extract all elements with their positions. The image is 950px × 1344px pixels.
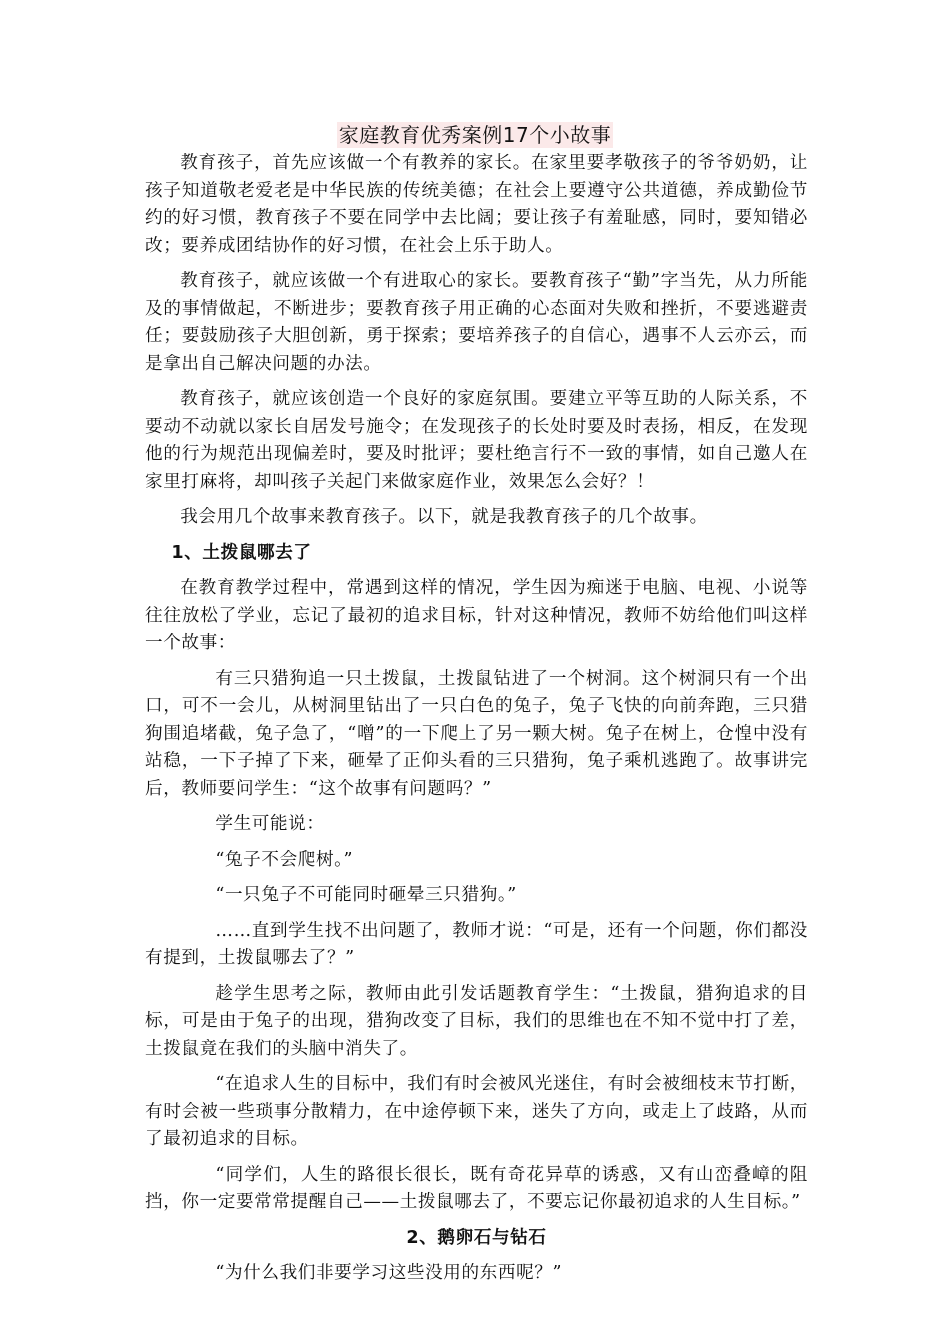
paragraph-3: 教育孩子，就应该创造一个良好的家庭氛围。要建立平等互助的人际关系，不要动不动就以家长自居发号施令；在发现孩子的长处时要及时表扬，相反，在发现他的行为规范出现偏差时，要及时批评；要杜绝言行不一致的事情，如自己邀人在家里打麻将，却叫孩子关起门来做家庭作业，效果怎么会好？！: [145, 389, 808, 492]
story-1-heading: 1、土拨鼠哪去了: [171, 542, 312, 563]
story-1-lesson-3: “同学们，人生的路很长很长，既有奇花异草的诱惑，又有山峦叠嶂的阻挡，你一定要常常提醒自己——土拨鼠哪去了，不要忘记你最初追求的人生目标。”: [145, 1164, 808, 1212]
story-1-students-may-say: 学生可能说：: [215, 814, 325, 834]
story-2-first-line: “为什么我们非要学习这些没用的东西呢？”: [215, 1263, 563, 1283]
story-1-story: 有三只猎狗追一只土拨鼠，土拨鼠钻进了一个树洞。这个树洞只有一个出口，可不一会儿，从树洞里钻出了一只白色的兔子，兔子飞快的向前奔跑，三只猎狗围追堵截，兔子急了，“噌”的一下爬上了另一颗大树。兔子在树上，仓惶中没有站稳，一下子掉了下来，砸晕了正仰头看的三只猎狗，兔子乘机逃跑了。故事讲完后，教师要问学生：“这个故事有问题吗？”: [145, 668, 808, 799]
paragraph-1: 教育孩子，首先应该做一个有教养的家长。在家里要孝敬孩子的爷爷奶奶，让孩子知道敬老爱老是中华民族的传统美德；在社会上要遵守公共道德，养成勤俭节约的好习惯，教育孩子不要在同学中去比阔；要让孩子有羞耻感，同时，要知错必改；要养成团结协作的好习惯，在社会上乐于助人。: [145, 153, 808, 256]
title-wrap: [0, 122, 950, 148]
document-title: 家庭教育优秀案例17个小故事: [338, 123, 612, 147]
story-1-quote-1: “兔子不会爬树。”: [215, 849, 354, 870]
story-1-lesson: 趁学生思考之际，教师由此引发话题教育学生：“土拨鼠，猎狗追求的目标，可是由于兔子的出现，猎狗改变了目标，我们的思维也在不知不觉中打了差，土拨鼠竟在我们的头脑中消失了。: [145, 983, 808, 1059]
story-1-teacher: ……直到学生找不出问题了，教师才说：“可是，还有一个问题，你们都没有提到，土拨鼠哪去了？”: [145, 920, 808, 968]
story-1-quote-2: “一只兔子不可能同时砸晕三只猎狗。”: [215, 885, 517, 905]
story-1-intro: 在教育教学过程中，常遇到这样的情况，学生因为痴迷于电脑、电视、小说等往往放松了学业，忘记了最初的追求目标，针对这种情况，教师不妨给他们叫这样一个故事：: [145, 578, 808, 653]
story-1-lesson-2: “在追求人生的目标中，我们有时会被风光迷住，有时会被细枝末节打断，有时会被一些琐事分散精力，在中途停顿下来，迷失了方向，或走上了歧路，从而了最初追求的目标。: [145, 1074, 808, 1149]
paragraph-2: 教育孩子，就应该做一个有进取心的家长。要教育孩子“勤”字当先，从力所能及的事情做起，不断进步；要教育孩子用正确的心态面对失败和挫折，不要逃避责任；要鼓励孩子大胆创新，勇于探索；要培养孩子的自信心，遇事不人云亦云，而是拿出自己解决问题的办法。: [145, 271, 808, 374]
story-2-heading: 2、鹅卵石与钻石: [406, 1227, 547, 1248]
paragraph-4: 我会用几个故事来教育孩子。以下，就是我教育孩子的几个故事。: [180, 507, 708, 527]
document-body: [145, 150, 808, 1296]
